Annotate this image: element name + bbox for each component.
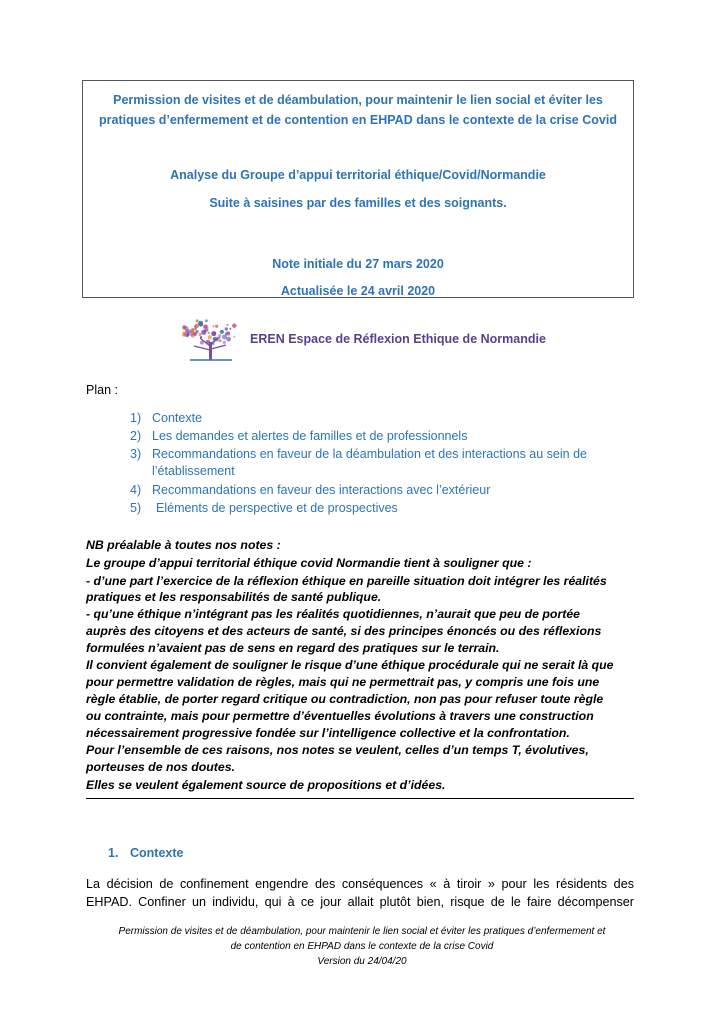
nb-divider bbox=[86, 798, 634, 799]
logo-dot bbox=[225, 332, 228, 335]
nb-line: pour permettre validation de règles, mais qui ne permettrait pas, y compris une fois une bbox=[86, 675, 600, 689]
nb-line: Elles se veulent également source de propositions et d’idées. bbox=[86, 778, 446, 792]
logo-dot bbox=[201, 330, 206, 335]
footer-line-2: de contention en EHPAD dans le contexte de la crise Covid bbox=[230, 941, 494, 952]
nb-line: Le groupe d’appui territorial éthique covid Normandie tient à souligner que : bbox=[86, 556, 532, 570]
logo-dot bbox=[199, 333, 202, 336]
logo-dot bbox=[203, 325, 207, 329]
nb-line: porteuses de nos doutes. bbox=[86, 760, 235, 774]
section-1-line-1: La décision de confinement engendre des conséquences « à tiroir » pour les résidents des bbox=[86, 877, 634, 891]
logo-text: EREN Espace de Réflexion Ethique de Normandie bbox=[250, 332, 546, 346]
nb-line: règle établie, de porter regard critique ou contradiction, non pas pour refuser toute règle bbox=[86, 692, 604, 706]
logo-dot bbox=[215, 325, 218, 328]
plan-item-3-continuation: l’établissement bbox=[152, 464, 235, 478]
logo-dot bbox=[213, 332, 215, 334]
nb-line: pratiques et les responsabilités de santé publique. bbox=[86, 590, 382, 604]
footer-line-1: Permission de visites et de déambulation, pour maintenir le lien social et éviter les pratiques d’enfermement et bbox=[118, 926, 606, 937]
logo-dot bbox=[212, 325, 215, 328]
eren-logo bbox=[176, 316, 556, 362]
logo-dot bbox=[195, 330, 198, 333]
logo-dot bbox=[233, 336, 235, 338]
logo-dot bbox=[189, 331, 194, 336]
logo-dot bbox=[229, 328, 231, 330]
plan-heading: Plan : bbox=[86, 383, 118, 397]
plan-item-5: 5) Eléments de perspective et de prospectives bbox=[130, 501, 398, 515]
analysis-line: Analyse du Groupe d’appui territorial éthique/Covid/Normandie bbox=[170, 168, 546, 182]
nb-line: ou contrainte, mais pour permettre d’éventuelles évolutions à travers une construction bbox=[86, 709, 594, 723]
logo-dot bbox=[182, 325, 186, 329]
note-actualisee: Actualisée le 24 avril 2020 bbox=[280, 284, 436, 298]
section-1-line-2: EHPAD. Confiner un individu, qui à ce jour allait plutôt bien, risque de le faire décompenser bbox=[86, 895, 634, 909]
footer-line-3: Version du 24/04/20 bbox=[317, 956, 407, 967]
plan-item-4: 4) Recommandations en faveur des interactions avec l’extérieur bbox=[130, 483, 491, 497]
logo-dot bbox=[194, 326, 196, 328]
logo-dot bbox=[199, 322, 203, 326]
logo-dot bbox=[232, 324, 236, 328]
title-line-1: Permission de visites et de déambulation, pour maintenir le lien social et éviter les bbox=[113, 93, 603, 107]
nb-line: formulées n’avaient pas de sens en regard des pratiques sur le terrain. bbox=[86, 641, 500, 655]
logo-dot bbox=[220, 330, 224, 334]
plan-item-2: 2) Les demandes et alertes de familles et de professionnels bbox=[130, 429, 468, 443]
logo-dot bbox=[196, 319, 199, 322]
nb-line: - d’une part l’exercice de la réflexion éthique en pareille situation doit intégrer les réalités bbox=[86, 574, 607, 588]
logo-dot bbox=[225, 327, 228, 330]
title-box bbox=[82, 80, 634, 298]
nb-line: Il convient également de souligner le risque d’une éthique procédurale qui ne serait là que bbox=[86, 658, 614, 672]
logo-dot bbox=[208, 335, 212, 339]
note-initiale: Note initiale du 27 mars 2020 bbox=[272, 257, 444, 271]
nb-line: - qu’une éthique n’intégrant pas les réalités quotidiennes, n’aurait que peu de portée bbox=[86, 607, 581, 621]
nb-line: nécessairement progressive fondée sur l’intelligence collective et la confrontation. bbox=[86, 726, 570, 740]
tree-of-dots-icon bbox=[176, 316, 246, 362]
logo-dot bbox=[205, 319, 208, 322]
nb-line: auprès des citoyens et des acteurs de santé, si des principes énoncés ou des réflexions bbox=[86, 624, 602, 638]
plan-item-3: 3) Recommandations en faveur de la déambulation et des interactions au sein de bbox=[130, 447, 587, 461]
title-line-2: pratiques d’enfermement et de contention en EHPAD dans le contexte de la crise Covid bbox=[99, 113, 617, 127]
logo-dot bbox=[208, 332, 210, 334]
logo-dot bbox=[227, 324, 229, 326]
nb-line: Pour l’ensemble de ces raisons, nos notes se veulent, celles d’un temps T, évolutives, bbox=[86, 743, 589, 757]
logo-dot bbox=[223, 341, 226, 344]
nb-line: NB préalable à toutes nos notes : bbox=[86, 538, 281, 552]
logo-dot bbox=[219, 339, 222, 342]
logo-dot bbox=[226, 337, 231, 342]
section-1-title: 1. Contexte bbox=[108, 846, 184, 860]
origin-line: Suite à saisines par des familles et des soignants. bbox=[209, 196, 507, 210]
plan-item-1: 1) Contexte bbox=[130, 411, 203, 425]
